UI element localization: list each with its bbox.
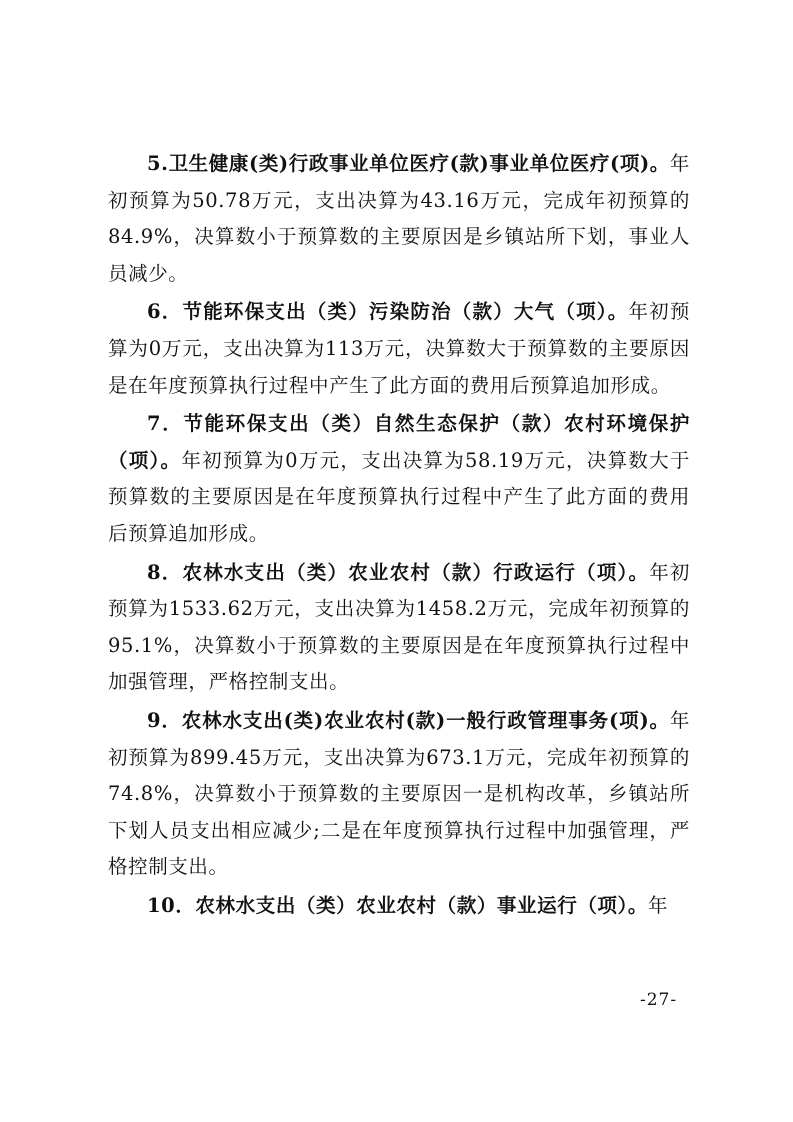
item-heading: 10．农林水支出（类）农业农村（款）事业运行（项）。 bbox=[147, 893, 648, 917]
paragraph-item-9 bbox=[108, 703, 690, 886]
paragraph-item-5 bbox=[108, 146, 690, 292]
item-heading: 9．农林水支出(类)农业农村(款)一般行政管理事务(项)。 bbox=[147, 708, 670, 732]
paragraph-item-6 bbox=[108, 294, 690, 404]
paragraph-item-7 bbox=[108, 406, 690, 552]
paragraph-item-8 bbox=[108, 555, 690, 701]
item-heading: 8．农林水支出（类）农业农村（款）行政运行（项）。 bbox=[147, 560, 650, 584]
item-body: 年初预算为0万元，支出决算为58.19万元，决算数大于预算数的主要原因是在年度预算执行过程中产生了此方面的费用后预算追加形成。 bbox=[108, 448, 690, 545]
item-heading: 7．节能环保支出（类）自然生态保护（款）农村环境保护（项）。 bbox=[108, 412, 690, 472]
item-heading: 5.卫生健康(类)行政事业单位医疗(款)事业单位医疗(项)。 bbox=[147, 152, 670, 175]
item-body: 年初预算为0万元，支出决算为113万元，决算数大于预算数的主要原因是在年度预算执行过程中产生了此方面的费用后预算追加形成。 bbox=[108, 300, 690, 397]
item-body: 年初预算为1533.62万元，支出决算为1458.2万元，完成年初预算的95.1%，决算数小于预算数的主要原因是在年度预算执行过程中加强管理，严格控制支出。 bbox=[108, 560, 691, 694]
item-body: 年初预算为899.45万元，支出决算为673.1万元，完成年初预算的74.8%，决算数小于预算数的主要原因一是机构改革，乡镇站所下划人员支出相应减少;二是在年度预算执行过程中加强管理，严格控制支出。 bbox=[108, 708, 690, 879]
page-number: -27- bbox=[640, 990, 678, 1010]
paragraph-item-10 bbox=[108, 888, 690, 925]
item-body: 年 bbox=[648, 893, 669, 917]
item-body: 年初预算为50.78万元，支出决算为43.16万元，完成年初预算的84.9%，决算数小于预算数的主要原因是乡镇站所下划，事业人员减少。 bbox=[108, 152, 690, 285]
item-heading: 6．节能环保支出（类）污染防治（款）大气（项）。 bbox=[147, 300, 629, 324]
document-body bbox=[108, 146, 690, 926]
